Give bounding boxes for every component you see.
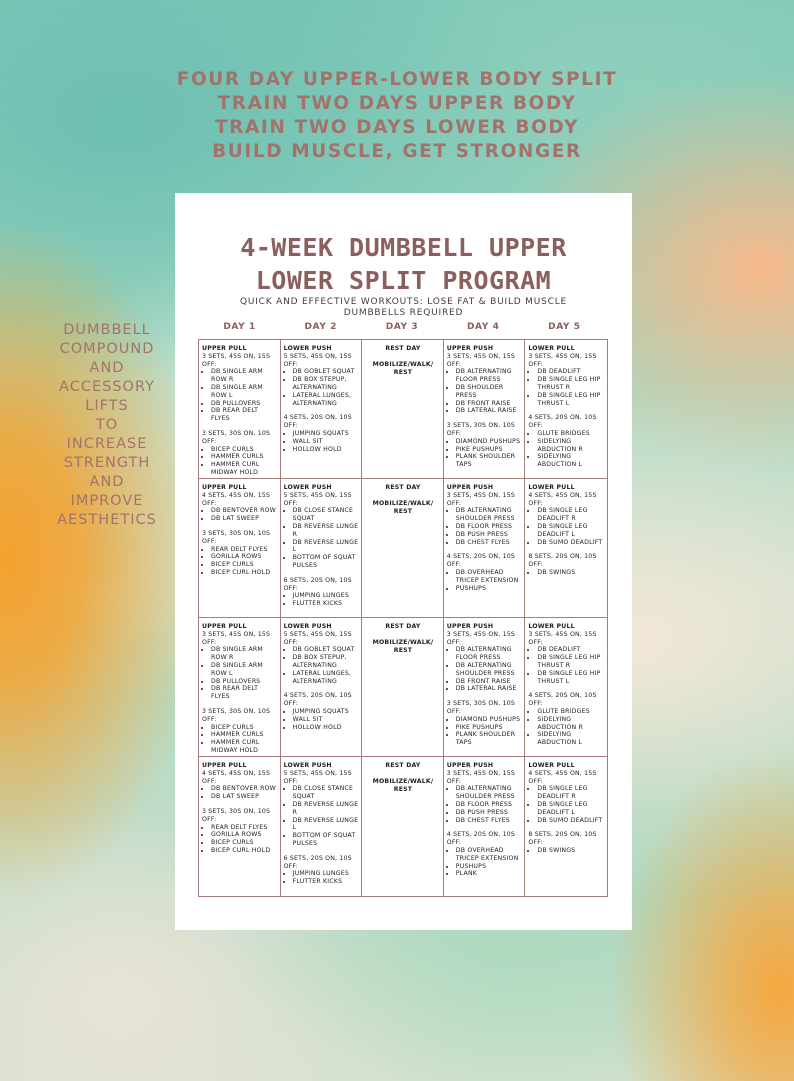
program-subtitle-line: QUICK AND EFFECTIVE WORKOUTS: LOSE FAT & BUILD MUSCLE xyxy=(239,297,568,307)
program-sheet xyxy=(175,193,632,930)
exercise-item: • DB CLOSE STANCE SQUAT xyxy=(293,785,360,801)
program-subtitle xyxy=(175,297,632,319)
set-scheme: 3 SETS, 45S ON, 15S OFF: xyxy=(446,491,515,507)
workout-cell xyxy=(525,618,607,757)
workout-cell xyxy=(281,479,363,618)
exercise-list xyxy=(528,507,605,546)
exercise-item: • DB LAT SWEEP xyxy=(211,793,278,801)
headline-line: FOUR DAY UPPER-LOWER BODY SPLIT xyxy=(176,69,618,90)
set-scheme: 4 SETS, 20S ON, 10S OFF: xyxy=(528,692,597,708)
set-scheme: 4 SETS, 20S ON, 10S OFF: xyxy=(446,831,515,847)
exercise-item: • SIDELYING ABDUCTION R xyxy=(537,438,605,454)
exercise-item: • DB BOX STEPUP, ALTERNATING xyxy=(293,376,360,392)
exercise-item: • DB REAR DELT FLYES xyxy=(211,407,278,423)
block-spacer xyxy=(447,415,523,422)
exercise-item: • DB DEADLIFT xyxy=(537,368,605,376)
exercise-item: • DB FLOOR PRESS xyxy=(456,801,523,809)
exercise-item: • DB ALTERNATING SHOULDER PRESS xyxy=(456,662,523,678)
sidebar-line: LIFTS xyxy=(85,398,129,414)
workout-title: UPPER PUSH xyxy=(446,345,494,352)
program-title xyxy=(175,231,632,297)
exercise-item: • DB CHEST FLYES xyxy=(456,539,523,547)
exercise-list xyxy=(284,368,360,407)
exercise-item: • DB SINGLE LEG HIP THRUST L xyxy=(537,670,605,686)
set-scheme: 3 SETS, 30S ON, 10S OFF: xyxy=(446,700,515,715)
block-spacer xyxy=(528,407,605,414)
set-scheme: 3 SETS, 45S ON, 15S OFF: xyxy=(528,630,597,646)
day-header: DAY 1 xyxy=(223,322,256,332)
exercise-list xyxy=(528,646,605,685)
exercise-list xyxy=(284,708,360,731)
exercise-item: • DB SUMO DEADLIFT xyxy=(537,539,605,547)
set-scheme: 3 SETS, 45S ON, 15S OFF: xyxy=(528,352,597,368)
exercise-item: • JUMPING LUNGES xyxy=(293,870,360,878)
exercise-item: • DB SINGLE ARM ROW R xyxy=(211,646,278,662)
block-spacer xyxy=(447,546,523,553)
set-scheme: 4 SETS, 45S ON, 15S OFF: xyxy=(202,769,271,785)
set-scheme: 3 SETS, 45S ON, 15S OFF: xyxy=(446,769,515,785)
exercise-list xyxy=(528,785,605,824)
exercise-item: • DB SINGLE LEG HIP THRUST R xyxy=(537,654,605,670)
exercise-list xyxy=(202,724,278,755)
program-title-line: LOWER SPLIT PROGRAM xyxy=(255,266,552,295)
block-spacer xyxy=(202,801,278,808)
exercise-item: • DB BENTOVER ROW xyxy=(211,785,278,793)
exercise-item: • PIKE PUSHUPS xyxy=(456,446,523,454)
exercise-item: • BICEP CURL HOLD xyxy=(211,847,278,855)
exercise-list xyxy=(202,368,278,423)
exercise-item: • DB LAT SWEEP xyxy=(211,515,278,523)
block-spacer xyxy=(447,824,523,831)
workout-cell xyxy=(444,618,526,757)
exercise-item: • DB SHOULDER PRESS xyxy=(456,384,523,400)
set-scheme: 8 SETS, 20S ON, 10S OFF: xyxy=(528,831,597,847)
exercise-item: • REAR DELT FLYES xyxy=(211,824,278,832)
exercise-item: • DB FRONT RAISE xyxy=(456,400,523,408)
exercise-item: • DB LATERAL RAISE xyxy=(456,407,523,415)
exercise-item: • BICEP CURLS xyxy=(211,724,278,732)
exercise-list xyxy=(202,546,278,577)
exercise-list xyxy=(447,716,523,747)
exercise-item: • DB GOBLET SQUAT xyxy=(293,368,360,376)
exercise-item: • DB LATERAL RAISE xyxy=(456,685,523,693)
exercise-item: • PIKE PUSHUPS xyxy=(456,724,523,732)
headline-line: TRAIN TWO DAYS LOWER BODY xyxy=(214,117,580,138)
sidebar-line: DUMBBELL xyxy=(63,322,151,338)
exercise-item: • SIDELYING ABDUCTION L xyxy=(537,453,605,469)
set-scheme: 4 SETS, 45S ON, 15S OFF: xyxy=(202,491,271,507)
workout-title: REST DAY xyxy=(385,345,421,352)
exercise-item: • DB SINGLE ARM ROW L xyxy=(211,384,278,400)
program-title-line: 4-WEEK DUMBBELL UPPER xyxy=(240,233,567,262)
exercise-item: • HAMMER CURLS xyxy=(211,453,278,461)
set-scheme: 3 SETS, 45S ON, 15S OFF: xyxy=(446,352,515,368)
set-scheme: 5 SETS, 45S ON, 15S OFF: xyxy=(283,352,352,368)
block-spacer xyxy=(202,523,278,530)
set-scheme: 6 SETS, 20S ON, 10S OFF: xyxy=(283,576,352,592)
workout-cell xyxy=(525,340,607,479)
exercise-item: • DB CLOSE STANCE SQUAT xyxy=(293,507,360,523)
exercise-item: • DB SWINGS xyxy=(537,847,605,855)
exercise-item: • BICEP CURL HOLD xyxy=(211,569,278,577)
exercise-item: • DIAMOND PUSHUPS xyxy=(456,716,523,724)
exercise-list xyxy=(528,708,605,747)
exercise-item: • GLUTE BRIDGES xyxy=(537,430,605,438)
exercise-item: • GORILLA ROWS xyxy=(211,831,278,839)
rest-day-cell xyxy=(362,479,444,618)
block-spacer xyxy=(202,423,278,430)
exercise-item: • BICEP CURLS xyxy=(211,839,278,847)
program-subtitle-line: DUMBBELLS REQUIRED xyxy=(343,308,464,318)
workout-title: LOWER PUSH xyxy=(283,345,332,352)
block-spacer xyxy=(284,848,360,855)
set-scheme: 3 SETS, 45S ON, 15S OFF: xyxy=(202,352,271,368)
exercise-item: • SIDELYING ABDUCTION R xyxy=(537,716,605,732)
exercise-list xyxy=(447,507,523,546)
sidebar-tagline xyxy=(52,321,162,530)
set-scheme: 5 SETS, 45S ON, 15S OFF: xyxy=(283,630,352,646)
set-scheme: 3 SETS, 30S ON, 10S OFF: xyxy=(446,422,515,437)
set-scheme: 4 SETS, 45S ON, 15S OFF: xyxy=(528,491,597,507)
set-scheme: 4 SETS, 20S ON, 10S OFF: xyxy=(283,692,352,708)
exercise-item: • DB GOBLET SQUAT xyxy=(293,646,360,654)
exercise-item: • DB PULLOVERS xyxy=(211,678,278,686)
block-spacer xyxy=(528,824,605,831)
sidebar-line: IMPROVE xyxy=(70,493,144,509)
exercise-list xyxy=(284,785,360,847)
workout-title: LOWER PULL xyxy=(528,484,575,491)
block-spacer xyxy=(284,570,360,577)
exercise-item: • DB OVERHEAD TRICEP EXTENSION xyxy=(456,847,523,863)
exercise-item: • DB SINGLE LEG DEADLIFT R xyxy=(537,507,605,523)
block-spacer xyxy=(284,685,360,692)
exercise-list xyxy=(528,847,605,855)
exercise-item: • PUSHUPS xyxy=(456,585,523,593)
day-header: DAY 2 xyxy=(304,322,338,332)
exercise-item: • PLANK xyxy=(456,870,523,878)
exercise-item: • FLUTTER KICKS xyxy=(293,878,360,886)
exercise-item: • DB SINGLE LEG HIP THRUST R xyxy=(537,376,605,392)
exercise-item: • DB REVERSE LUNGE R xyxy=(293,801,360,817)
sidebar-line: AND xyxy=(89,474,125,490)
day-header: DAY 3 xyxy=(385,322,419,332)
workout-title: LOWER PUSH xyxy=(283,762,332,769)
exercise-item: • FLUTTER KICKS xyxy=(293,600,360,608)
exercise-list xyxy=(284,430,360,453)
set-scheme: 3 SETS, 30S ON, 10S OFF: xyxy=(202,429,271,445)
set-scheme: 3 SETS, 30S ON, 10S OFF: xyxy=(202,807,271,823)
sidebar-line: ACCESSORY xyxy=(59,379,155,395)
exercise-item: • DB REAR DELT FLYES xyxy=(211,685,278,701)
block-spacer xyxy=(284,407,360,414)
exercise-item: • DB PUSH PRESS xyxy=(456,809,523,817)
exercise-item: • DIAMOND PUSHUPS xyxy=(456,438,523,446)
headline xyxy=(0,68,794,164)
workout-title: REST DAY xyxy=(385,762,421,769)
workout-title: UPPER PULL xyxy=(202,484,247,491)
set-scheme: 5 SETS, 45S ON, 15S OFF: xyxy=(283,769,352,785)
workout-cell xyxy=(199,479,281,618)
workout-title: UPPER PULL xyxy=(202,345,247,352)
exercise-item: • JUMPING SQUATS xyxy=(293,708,360,716)
exercise-list xyxy=(202,446,278,477)
workout-title: LOWER PUSH xyxy=(283,623,332,630)
block-spacer xyxy=(528,546,605,553)
set-scheme: 3 SETS, 45S ON, 15S OFF: xyxy=(202,630,271,646)
exercise-item: • REAR DELT FLYES xyxy=(211,546,278,554)
rest-day-note: MOBILIZE/WALK/ REST xyxy=(372,499,434,515)
rest-day-cell xyxy=(362,618,444,757)
workout-cell xyxy=(281,340,363,479)
set-scheme: 5 SETS, 45S ON, 15S OFF: xyxy=(283,491,352,507)
rest-day-cell xyxy=(362,340,444,479)
set-scheme: 3 SETS, 30S ON, 10S OFF: xyxy=(202,707,271,723)
exercise-list xyxy=(284,646,360,685)
exercise-item: • HAMMER CURL MIDWAY HOLD xyxy=(211,461,278,477)
workout-cell xyxy=(525,479,607,618)
exercise-list xyxy=(447,569,523,592)
workout-cell xyxy=(281,757,363,896)
workout-cell xyxy=(525,757,607,896)
block-spacer xyxy=(447,693,523,700)
workout-title: REST DAY xyxy=(385,623,421,630)
workout-title: UPPER PUSH xyxy=(446,762,494,769)
exercise-list xyxy=(202,824,278,855)
exercise-list xyxy=(202,646,278,701)
sidebar-line: TO xyxy=(95,417,119,433)
exercise-list xyxy=(284,592,360,608)
exercise-item: • PLANK SHOULDER TAPS xyxy=(456,453,523,469)
exercise-item: • PUSHUPS xyxy=(456,863,523,871)
workout-cell xyxy=(199,618,281,757)
exercise-list xyxy=(447,785,523,824)
exercise-item: • DB SINGLE LEG HIP THRUST L xyxy=(537,392,605,408)
sidebar-line: AND xyxy=(89,360,125,376)
exercise-item: • LATERAL LUNGES, ALTERNATING xyxy=(293,670,360,686)
workout-cell xyxy=(199,340,281,479)
exercise-item: • HAMMER CURL MIDWAY HOLD xyxy=(211,739,278,755)
day-header-row xyxy=(199,322,605,332)
exercise-item: • DB SINGLE LEG DEADLIFT L xyxy=(537,801,605,817)
workout-title: UPPER PULL xyxy=(202,623,247,630)
headline-line: TRAIN TWO DAYS UPPER BODY xyxy=(217,93,577,114)
set-scheme: 4 SETS, 45S ON, 15S OFF: xyxy=(528,769,597,785)
rest-day-note: MOBILIZE/WALK/ REST xyxy=(372,777,434,793)
exercise-item: • SIDELYING ABDUCTION L xyxy=(537,731,605,747)
exercise-list xyxy=(528,569,605,577)
exercise-item: • HOLLOW HOLD xyxy=(293,446,360,454)
exercise-item: • DB PULLOVERS xyxy=(211,400,278,408)
exercise-list xyxy=(528,430,605,469)
exercise-item: • DB BENTOVER ROW xyxy=(211,507,278,515)
exercise-item: • DB ALTERNATING SHOULDER PRESS xyxy=(456,785,523,801)
sidebar-line: INCREASE xyxy=(66,436,148,452)
exercise-item: • DB SINGLE LEG DEADLIFT R xyxy=(537,785,605,801)
exercise-item: • BICEP CURLS xyxy=(211,561,278,569)
exercise-item: • DB ALTERNATING FLOOR PRESS xyxy=(456,368,523,384)
workout-cell xyxy=(444,757,526,896)
exercise-item: • DB FLOOR PRESS xyxy=(456,523,523,531)
workout-title: LOWER PULL xyxy=(528,345,575,352)
exercise-item: • DB PUSH PRESS xyxy=(456,531,523,539)
exercise-item: • DB ALTERNATING FLOOR PRESS xyxy=(456,646,523,662)
exercise-item: • DB REVERSE LUNGE R xyxy=(293,523,360,539)
exercise-item: • DB SINGLE ARM ROW R xyxy=(211,368,278,384)
exercise-list xyxy=(202,507,278,523)
workout-title: UPPER PULL xyxy=(202,762,247,769)
set-scheme: 8 SETS, 20S ON, 10S OFF: xyxy=(528,553,597,569)
exercise-item: • GLUTE BRIDGES xyxy=(537,708,605,716)
exercise-list xyxy=(447,847,523,878)
set-scheme: 3 SETS, 45S ON, 15S OFF: xyxy=(446,630,515,646)
exercise-item: • JUMPING LUNGES xyxy=(293,592,360,600)
exercise-item: • DB DEADLIFT xyxy=(537,646,605,654)
set-scheme: 4 SETS, 20S ON, 10S OFF: xyxy=(528,414,597,430)
exercise-item: • DB SWINGS xyxy=(537,569,605,577)
schedule-grid xyxy=(198,339,608,897)
exercise-item: • DB FRONT RAISE xyxy=(456,678,523,686)
exercise-item: • DB REVERSE LUNGE L xyxy=(293,817,360,833)
exercise-item: • DB REVERSE LUNGE L xyxy=(293,539,360,555)
exercise-item: • LATERAL LUNGES, ALTERNATING xyxy=(293,392,360,408)
exercise-item: • HOLLOW HOLD xyxy=(293,724,360,732)
exercise-item: • GORILLA ROWS xyxy=(211,553,278,561)
exercise-item: • BICEP CURLS xyxy=(211,446,278,454)
exercise-item: • DB CHEST FLYES xyxy=(456,817,523,825)
exercise-item: • BOTTOM OF SQUAT PULSES xyxy=(293,832,360,848)
workout-title: REST DAY xyxy=(385,484,421,491)
exercise-item: • WALL SIT xyxy=(293,716,360,724)
exercise-list xyxy=(202,785,278,801)
exercise-item: • DB SINGLE ARM ROW L xyxy=(211,662,278,678)
exercise-item: • BOTTOM OF SQUAT PULSES xyxy=(293,554,360,570)
workout-cell xyxy=(199,757,281,896)
headline-line: BUILD MUSCLE, GET STRONGER xyxy=(212,141,582,162)
block-spacer xyxy=(202,701,278,708)
sidebar-line: COMPOUND xyxy=(59,341,155,357)
exercise-item: • DB BOX STEPUP, ALTERNATING xyxy=(293,654,360,670)
exercise-list xyxy=(447,438,523,469)
set-scheme: 3 SETS, 30S ON, 10S OFF: xyxy=(202,529,271,545)
exercise-item: • WALL SIT xyxy=(293,438,360,446)
sidebar-line: STRENGTH xyxy=(63,455,151,471)
exercise-item: • DB OVERHEAD TRICEP EXTENSION xyxy=(456,569,523,585)
exercise-item: • DB SINGLE LEG DEADLIFT L xyxy=(537,523,605,539)
workout-title: UPPER PUSH xyxy=(446,484,494,491)
exercise-item: • DB SUMO DEADLIFT xyxy=(537,817,605,825)
day-header: DAY 4 xyxy=(466,322,500,332)
workout-cell xyxy=(444,479,526,618)
workout-title: LOWER PULL xyxy=(528,762,575,769)
exercise-list xyxy=(447,368,523,415)
rest-day-note: MOBILIZE/WALK/ REST xyxy=(372,638,434,654)
workout-cell xyxy=(281,618,363,757)
set-scheme: 4 SETS, 20S ON, 10S OFF: xyxy=(283,414,352,430)
exercise-list xyxy=(447,646,523,693)
exercise-item: • PLANK SHOULDER TAPS xyxy=(456,731,523,747)
workout-title: UPPER PUSH xyxy=(446,623,494,630)
rest-day-cell xyxy=(362,757,444,896)
exercise-list xyxy=(528,368,605,407)
sidebar-line: AESTHETICS xyxy=(57,512,157,528)
day-header: DAY 5 xyxy=(548,322,581,332)
exercise-list xyxy=(284,870,360,886)
exercise-list xyxy=(284,507,360,569)
rest-day-note: MOBILIZE/WALK/ REST xyxy=(372,360,434,376)
workout-title: LOWER PULL xyxy=(528,623,575,630)
exercise-item: • HAMMER CURLS xyxy=(211,731,278,739)
set-scheme: 6 SETS, 20S ON, 10S OFF: xyxy=(283,854,352,870)
workout-title: LOWER PUSH xyxy=(283,484,332,491)
workout-cell xyxy=(444,340,526,479)
exercise-item: • DB ALTERNATING SHOULDER PRESS xyxy=(456,507,523,523)
block-spacer xyxy=(528,685,605,692)
set-scheme: 4 SETS, 20S ON, 10S OFF: xyxy=(446,553,515,569)
exercise-item: • JUMPING SQUATS xyxy=(293,430,360,438)
